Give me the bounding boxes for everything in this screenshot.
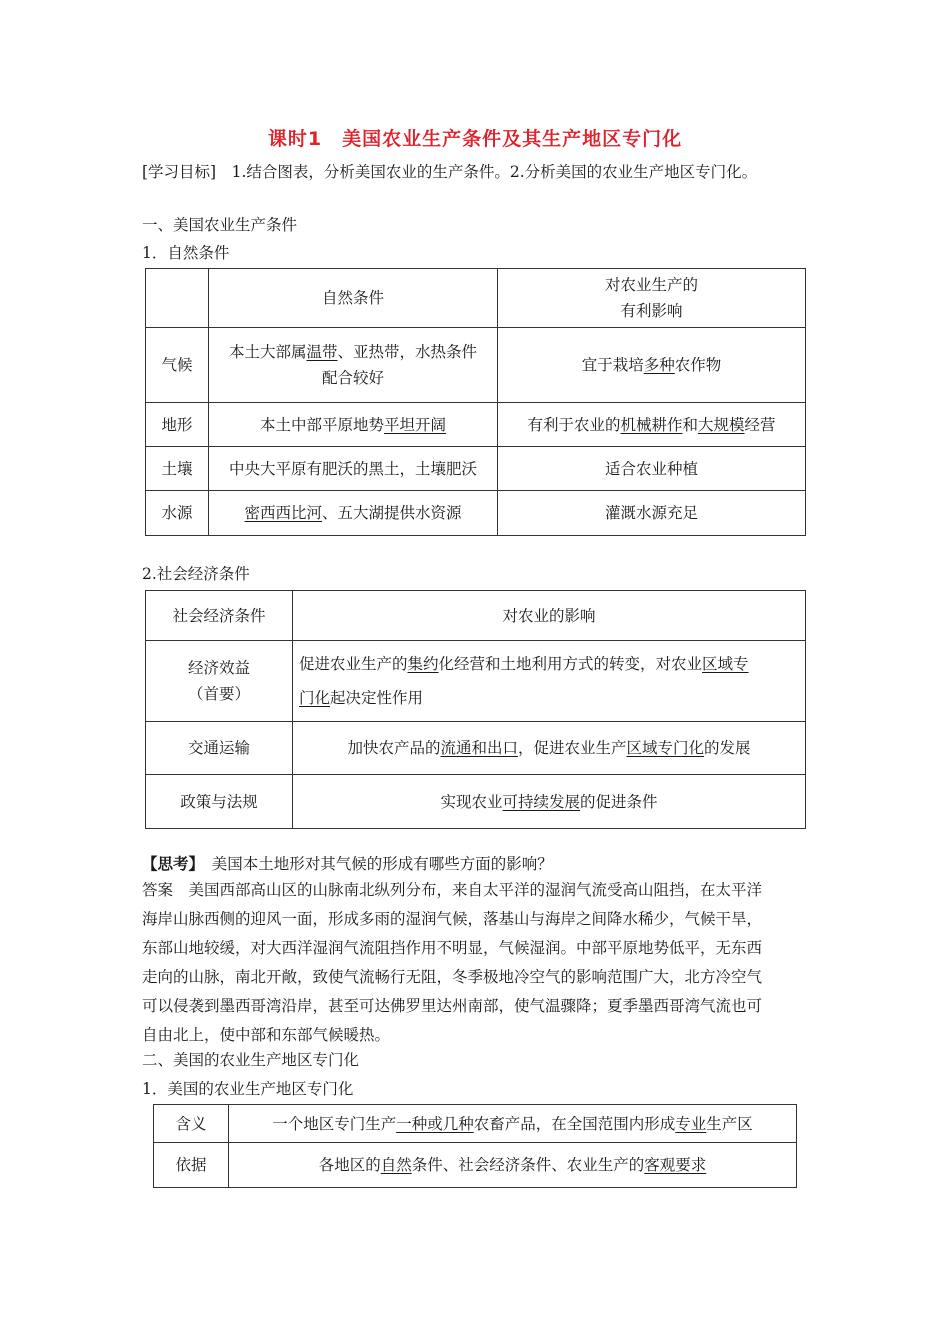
row-label: 含义 (154, 1105, 229, 1143)
table-cell: 本土中部平原地势平坦开阔 (209, 403, 498, 447)
table-cell: 灌溉水源充足 (498, 491, 806, 536)
row-label: 经济效益 （首要） (146, 641, 293, 722)
header-cell: 对农业生产的 有利影响 (498, 269, 806, 328)
subheading-social: 2.社会经济条件 (142, 565, 250, 583)
table-cell: 本土大部属温带、亚热带，水热条件 配合较好 (209, 328, 498, 403)
subheading-specialization: 1．美国的农业生产地区专门化 (142, 1080, 354, 1098)
natural-conditions-table (145, 268, 806, 536)
table-cell: 一个地区专门生产一种或几种农畜产品，在全国范围内形成专业生产区 (229, 1105, 797, 1143)
think-question: 【思考】 美国本土地形对其气候的形成有哪些方面的影响？ (142, 854, 553, 873)
header-cell: 对农业的影响 (293, 591, 806, 641)
table-cell: 有利于农业的机械耕作和大规模经营 (498, 403, 806, 447)
row-label: 土壤 (146, 447, 209, 491)
learning-goal: [学习目标] 1.结合图表，分析美国农业的生产条件。2.分析美国的农业生产地区专门化。 (142, 163, 758, 181)
table-cell: 适合农业种植 (498, 447, 806, 491)
table-cell: 各地区的自然条件、社会经济条件、农业生产的客观要求 (229, 1143, 797, 1188)
think-answer: 答案 美国西部高山区的山脉南北纵列分布，来自太平洋的湿润气流受高山阻挡，在太平洋 海岸山脉西侧的迎风一面，形成多雨的湿润气候，落基山与海岸之间降水稀少，气候干旱， 东部山地较缓，对大西洋湿润气流阻挡作用不明显，气候湿润。中部平原地势低平，无东西 走向的山脉，南北开敞，致使气流畅行无阻，冬季极地冷空气的影响范围广大，北方冷空气 可以侵袭到墨西哥湾沿岸，甚至可达佛罗里达州南部，使气温骤降；夏季墨西哥湾气流也可 自由北上，使中部和东部气候暖热。 (142, 881, 763, 1044)
row-label: 地形 (146, 403, 209, 447)
social-conditions-table (145, 590, 806, 829)
page-title: 课时1 美国农业生产条件及其生产地区专门化 (267, 128, 683, 150)
specialization-table (153, 1104, 797, 1188)
table-cell: 实现农业可持续发展的促进条件 (293, 775, 806, 829)
row-label: 依据 (154, 1143, 229, 1188)
table-cell: 加快农产品的流通和出口，促进农业生产区域专门化的发展 (293, 722, 806, 775)
table-cell: 宜于栽培多种农作物 (498, 328, 806, 403)
section-heading-1: 一、美国农业生产条件 (142, 216, 298, 234)
row-label: 政策与法规 (146, 775, 293, 829)
header-cell: 自然条件 (209, 269, 498, 328)
row-label: 交通运输 (146, 722, 293, 775)
table-cell: 促进农业生产的集约化经营和土地利用方式的转变，对农业区域专 门化起决定性作用 (293, 641, 806, 722)
row-label: 水源 (146, 491, 209, 536)
header-cell: 社会经济条件 (146, 591, 293, 641)
table-cell: 密西西比河、五大湖提供水资源 (209, 491, 498, 536)
subheading-natural: 1．自然条件 (142, 244, 230, 262)
section-heading-2: 二、美国的农业生产地区专门化 (142, 1051, 360, 1069)
row-label: 气候 (146, 328, 209, 403)
table-cell: 中央大平原有肥沃的黑土，土壤肥沃 (209, 447, 498, 491)
